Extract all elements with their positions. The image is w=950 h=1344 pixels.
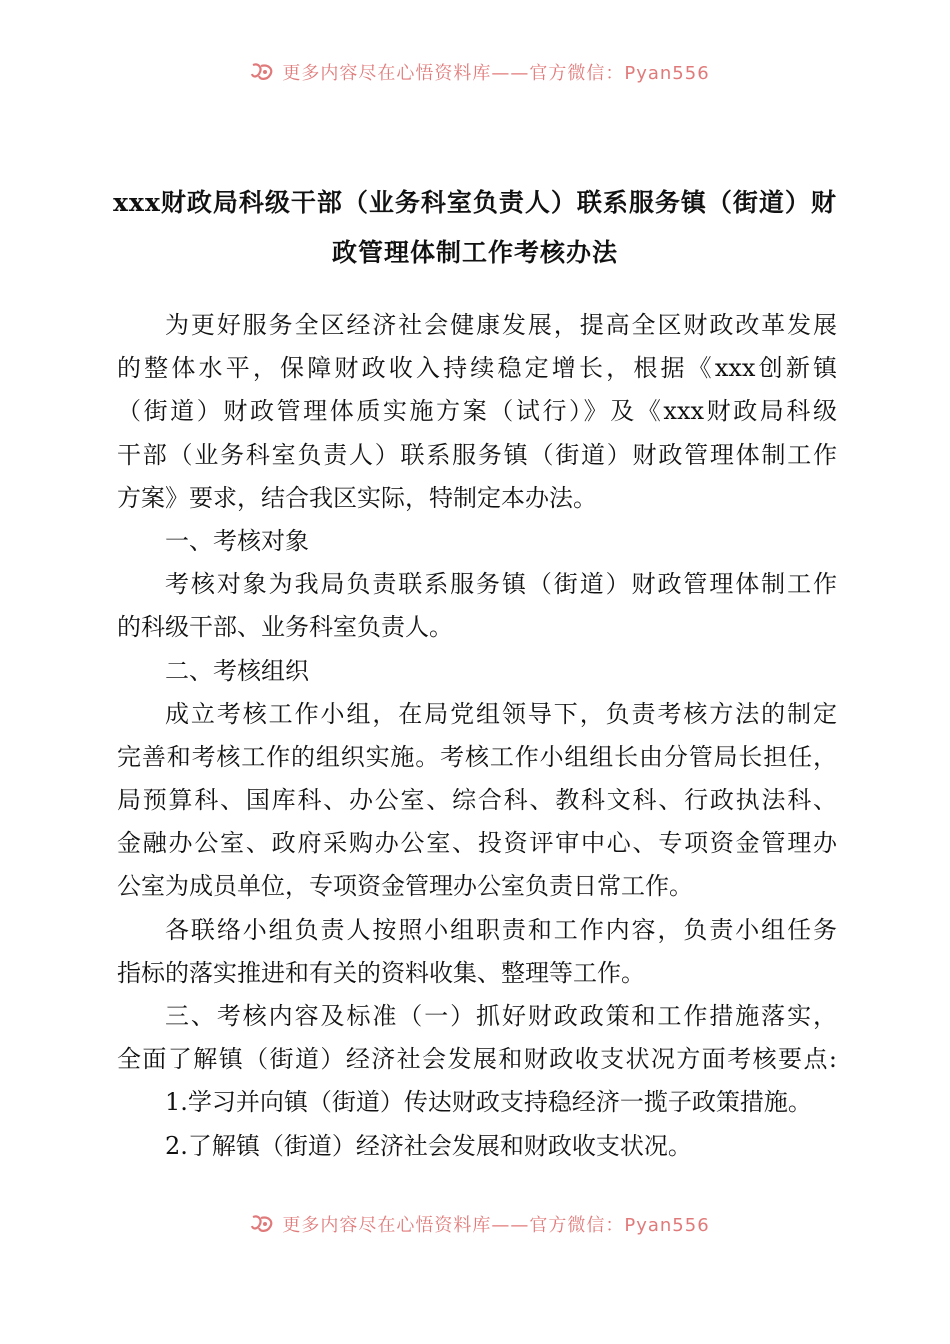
body-line: 干部（业务科室负责人）联系服务镇（街道）财政管理体制工作 [117,440,837,469]
body-line: 全面了解镇（街道）经济社会发展和财政收支状况方面考核要点: [117,1045,837,1074]
body-line: 考核对象为我局负责联系服务镇（街道）财政管理体制工作 [165,570,837,599]
brand-logo-icon [250,61,276,83]
body-line: 完善和考核工作的组织实施。考核工作小组组长由分管局长担任， [117,742,837,771]
body-line: 为更好服务全区经济社会健康发展，提高全区财政改革发展 [165,311,837,339]
title-line: 政管理体制工作考核办法 [331,238,618,267]
title-line: xxx财政局科级干部（业务科室负责人）联系服务镇（街道）财 [113,188,837,217]
watermark-text: 更多内容尽在心悟资料库——官方微信：Pyan556 [282,63,710,84]
body-line: 金融办公室、政府采购办公室、投资评审中心、专项资金管理办 [117,829,837,858]
document-body [117,304,837,1168]
brand-logo-icon [250,1213,276,1235]
body-line: 局预算科、国库科、办公室、综合科、教科文科、行政执法科、 [117,786,837,815]
top-watermark-banner [0,52,950,92]
list-item: 1.学习并向镇（街道）传达财政支持稳经济一揽子政策措施。 [165,1088,812,1117]
body-line: 的整体水平，保障财政收入持续稳定增长，根据《xxx创新镇 [117,354,837,383]
watermark-text: 更多内容尽在心悟资料库——官方微信：Pyan556 [282,1215,710,1236]
document-title [0,178,950,278]
body-line: （街道）财政管理体质实施方案（试行）》及《xxx财政局科级 [117,397,837,426]
body-line: 各联络小组负责人按照小组职责和工作内容，负责小组任务 [165,915,837,944]
section-heading: 一、考核对象 [165,526,309,555]
section-heading: 二、考核组织 [165,656,309,685]
body-line: 指标的落实推进和有关的资料收集、整理等工作。 [117,958,645,987]
body-line: 成立考核工作小组，在局党组领导下，负责考核方法的制定 [165,699,837,728]
list-item: 2.了解镇（街道）经济社会发展和财政收支状况。 [165,1131,692,1160]
section-heading: 三、考核内容及标准（一）抓好财政政策和工作措施落实， [165,1002,837,1030]
body-line: 方案》要求，结合我区实际，特制定本办法。 [117,483,597,512]
body-line: 的科级干部、业务科室负责人。 [117,613,453,642]
body-line: 公室为成员单位，专项资金管理办公室负责日常工作。 [117,872,693,901]
bottom-watermark-banner [0,1204,950,1244]
